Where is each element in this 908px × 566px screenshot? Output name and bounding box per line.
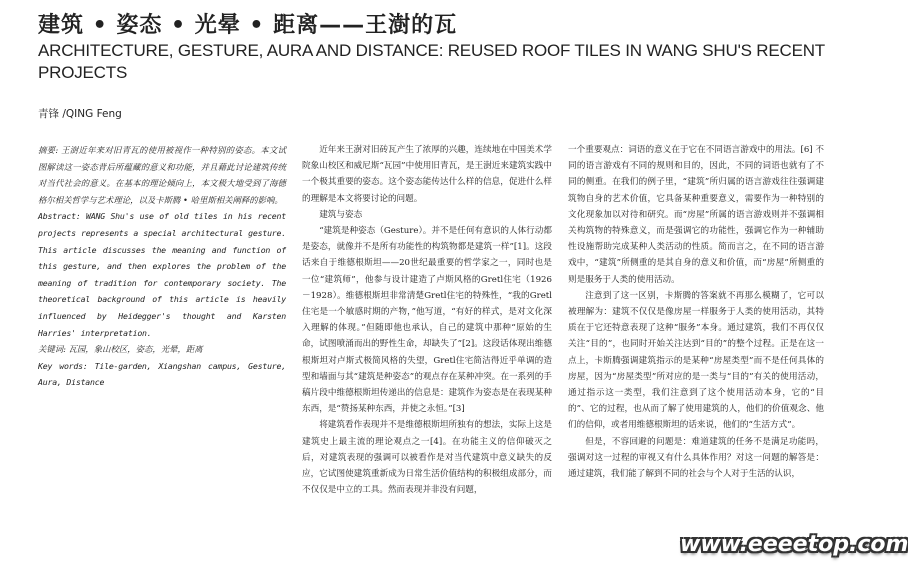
section-heading: 建筑与姿态 — [319, 209, 363, 220]
body-paragraph: 近年来王澍对旧砖瓦产生了浓厚的兴趣，连续地在中国美术学院象山校区和威尼斯“瓦园”中使用旧青瓦，是王澍近来建筑实践中一个极其重要的姿态。这个姿态能传达什么样的信息，促进什么样的理解是本文将要讨论的问题。 — [302, 145, 552, 204]
author-line: 青锋 /QING Feng — [38, 108, 122, 120]
abstract-cn: 摘要: 王澍近年来对旧青瓦的使用被视作一种特别的姿态。本文试图解读这一姿态背后所蕴藏的意义和功能，并且藉此讨论建筑传统对当代社会的意义。在基本的理论倾向上，本文极大地受到了海德格尔相关哲学与艺术理论，以及卡斯腾 • 哈里斯相关阐释的影响。 — [38, 145, 286, 205]
abstract-column — [38, 142, 286, 392]
body-paragraph: 但是，不容回避的问题是：难道建筑的任务不是满足功能吗，强调对这一过程的审视又有什么具体作用？对这一问题的解答是：通过建筑，我们能了解到不同的社会与个人对于生活的认识， — [568, 436, 824, 480]
body-paragraph: 将建筑看作表现并不是维德根斯坦所独有的想法，实际上这是建筑史上最主流的理论观点之一[4]。在功能主义的信仰破灭之后，对建筑表现的强调可以被看作是对当代建筑中意义缺失的反应，它试图使建筑重新成为日常生活价值结构的积极组成部分，而不仅仅是中立的工具。然而表现并非没有问题， — [302, 420, 552, 496]
article-title-cn: 建筑 • 姿态 • 光晕 • 距离——王澍的瓦 — [38, 13, 458, 38]
body-column-1 — [302, 142, 552, 566]
body-column-2 — [568, 142, 824, 566]
keywords-en: Key words: Tile-garden, Xiangshan campus, Gesture, Aura, Distance — [38, 360, 286, 388]
abstract-en: Abstract: WANG Shu's use of old tiles in his recent projects represents a special architectural gesture. This article discusses the meaning and function of this gesture, and then explores the problem of the meaning of tradition for contemporary society. The theoretical background of this article is heavily influenced by Heidegger's thought and Karsten Harries' interpretation. — [38, 211, 286, 338]
site-watermark: www.eeeetop.com — [680, 532, 908, 557]
article-title-en: ARCHITECTURE, GESTURE, AURA AND DISTANCE: REUSED ROOF TILES IN WANG SHU'S RECENT PROJECTS — [38, 41, 825, 82]
keywords-cn: 关键词: 瓦园，象山校区，姿态，光晕，距离 — [38, 344, 203, 355]
body-paragraph: “建筑是种姿态（Gesture）。并不是任何有意识的人体行动都是姿态，就像并不是所有功能性的构筑物都是建筑一样”[1]。这段话来自于维德根斯坦——20世纪最重要的哲学家之一，同时也是一位“建筑师”，他参与设计建造了卢斯风格的Gretl住宅（1926－1928）。维德根斯坦非常清楚Gretl住宅的特殊性，“我的Gretl住宅是一个敏感时期的产物，”他写道，“有好的样式，是对文化深入理解的体现。”但随即他也承认，自己的建筑中那种“原始的生命，试图喷涌而出的野性生命，却缺失了”[2]。这段话体现出维德根斯坦对卢斯式极简风格的失望，Gretl住宅简洁得近乎单调的造型和墙面与其“建筑是种姿态”的观点存在某种冲突。在一系列的手稿片段中维德根斯坦传递出的信息是：建筑作为姿态是在表现某种东西，是“赞扬某种东西，并使之永恒。”[3] — [302, 226, 552, 415]
body-paragraph: 一个重要观点：词语的意义在于它在不同语言游戏中的用法。[6] 不同的语言游戏有不同的规则和目的，因此，不同的词语也就有了不同的侧重。在我们的例子里，“建筑”所归属的语言游戏往往强调建筑物自身的艺术价值，它具备某种重要意义，需要作为一种特别的文化现象加以对待和研究。而“房屋”所属的语言游戏则并不强调相关构筑物的特殊意义，而是强调它的功能性，强调它作为一种辅助性设施帮助完成某种人类活动的性质。简而言之，在不同的语言游戏中，“建筑”所侧重的是其自身的意义和价值，而“房屋”所侧重的则是服务于人类的使用活动。 — [568, 145, 824, 285]
body-paragraph: 注意到了这一区别，卡斯腾的答案就不再那么模糊了，它可以被理解为：建筑不仅仅是像房屋一样服务于人类的使用活动，其特质在于它还特意表现了这种“服务”本身。通过建筑，我们不再仅仅关注“目的”，也同时开始关注达到“目的”的整个过程。正是在这一点上，卡斯腾强调建筑指示的是某种“房屋类型”而不是任何具体的房屋，因为“房屋类型”所对应的是一类与“目的”有关的使用活动，通过指示这一类型，我们注意到了这个使用活动本身，它的“目的”、它的过程，也从而了解了使用建筑的人，他们的价值观念、他们的信仰，或者用维德根斯坦的话来说，他们的“生活方式”。 — [568, 290, 824, 431]
